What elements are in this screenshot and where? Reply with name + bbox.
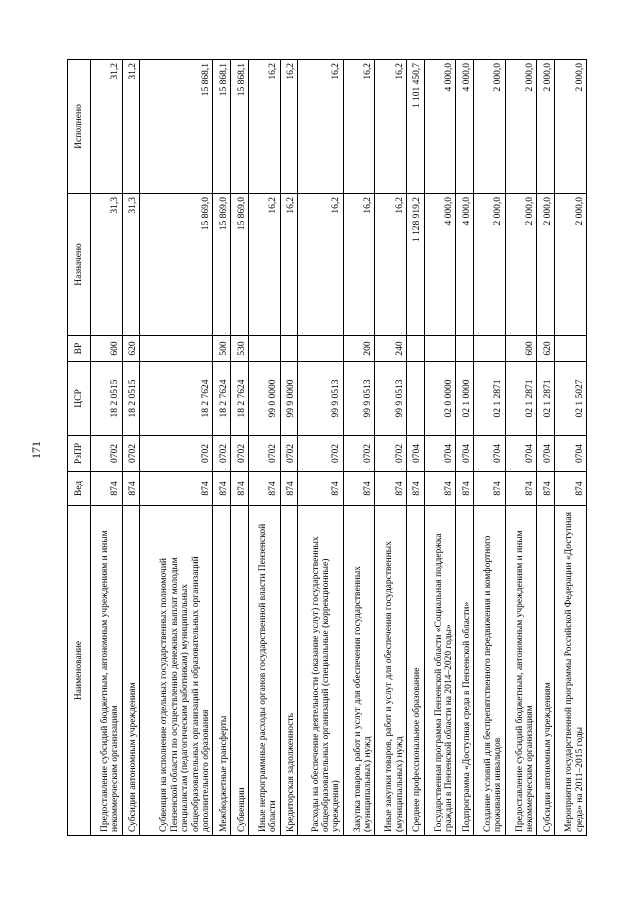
cell-vr	[280, 336, 298, 362]
cell-vr	[407, 336, 425, 362]
cell-vr: 500	[213, 336, 231, 362]
cell-csr	[407, 362, 425, 436]
cell-ved: 874	[474, 472, 506, 506]
table-row	[298, 60, 343, 836]
cell-vr: 620	[122, 336, 140, 362]
cell-vr	[555, 336, 587, 362]
cell-vr: 240	[375, 336, 407, 362]
cell-name: Субсидии автономным учреждениям	[537, 506, 555, 836]
cell-vr	[474, 336, 506, 362]
cell-executed: 2 000,0	[474, 60, 506, 194]
cell-ved: 874	[555, 472, 587, 506]
cell-assigned: 4 000,0	[456, 194, 474, 336]
cell-ved: 874	[249, 472, 281, 506]
table-header-row	[68, 60, 91, 836]
table-row	[231, 60, 249, 836]
table-row	[555, 60, 587, 836]
table-row	[249, 60, 281, 836]
cell-csr: 99 0 0000	[249, 362, 281, 436]
cell-csr: 18 2 7624	[231, 362, 249, 436]
cell-ved: 874	[231, 472, 249, 506]
cell-csr: 02 1 2871	[474, 362, 506, 436]
cell-rzpr: 0702	[249, 436, 281, 472]
cell-assigned: 15 869,0	[231, 194, 249, 336]
header-ved: Вед	[68, 472, 91, 506]
cell-rzpr: 0704	[474, 436, 506, 472]
cell-rzpr: 0702	[280, 436, 298, 472]
cell-vr: 200	[343, 336, 375, 362]
cell-name: Закупка товаров, работ и услуг для обеспечения государственных (муниципальных) нужд	[343, 506, 375, 836]
cell-rzpr: 0702	[91, 436, 123, 472]
cell-executed: 16,2	[375, 60, 407, 194]
cell-assigned: 31,3	[122, 194, 140, 336]
cell-rzpr: 0702	[343, 436, 375, 472]
cell-name: Субвенции	[231, 506, 249, 836]
cell-ved: 874	[213, 472, 231, 506]
cell-rzpr: 0704	[407, 436, 425, 472]
cell-ved: 874	[122, 472, 140, 506]
budget-table	[67, 59, 587, 836]
cell-executed: 16,2	[298, 60, 343, 194]
cell-executed: 4 000,0	[456, 60, 474, 194]
cell-name: Предоставление субсидий бюджетным, автономным учреждениям и иным некоммерческим организациям	[505, 506, 537, 836]
cell-ved: 874	[375, 472, 407, 506]
cell-executed: 16,2	[343, 60, 375, 194]
table-row	[456, 60, 474, 836]
cell-assigned: 16,2	[343, 194, 375, 336]
table-row	[537, 60, 555, 836]
cell-rzpr: 0702	[298, 436, 343, 472]
page-number: 171	[29, 441, 43, 459]
cell-csr: 99 9 0513	[375, 362, 407, 436]
cell-ved: 874	[140, 472, 213, 506]
cell-ved: 874	[424, 472, 456, 506]
cell-name: Подпрограмма «Доступная среда в Пензенской области»	[456, 506, 474, 836]
cell-assigned: 2 000,0	[505, 194, 537, 336]
cell-executed: 2 000,0	[555, 60, 587, 194]
cell-ved: 874	[91, 472, 123, 506]
cell-executed: 31,2	[91, 60, 123, 194]
cell-csr: 18 2 7624	[213, 362, 231, 436]
cell-rzpr: 0704	[537, 436, 555, 472]
cell-vr	[298, 336, 343, 362]
table-row	[474, 60, 506, 836]
header-csr: ЦСР	[68, 362, 91, 436]
cell-ved: 874	[343, 472, 375, 506]
cell-rzpr: 0702	[375, 436, 407, 472]
cell-vr: 600	[505, 336, 537, 362]
cell-assigned: 15 869,0	[140, 194, 213, 336]
cell-assigned: 2 000,0	[474, 194, 506, 336]
cell-assigned: 16,2	[298, 194, 343, 336]
cell-executed: 31,2	[122, 60, 140, 194]
table-row	[213, 60, 231, 836]
cell-vr	[249, 336, 281, 362]
cell-name: Субсидии автономным учреждениям	[122, 506, 140, 836]
cell-name: Кредиторская задолженность	[280, 506, 298, 836]
cell-vr: 600	[91, 336, 123, 362]
rotated-table-container	[67, 60, 587, 836]
cell-csr: 18 2 7624	[140, 362, 213, 436]
cell-name: Предоставление субсидий бюджетным, автономным учреждениям и иным некоммерческим организациям	[91, 506, 123, 836]
cell-ved: 874	[280, 472, 298, 506]
header-rzpr: РзПР	[68, 436, 91, 472]
cell-vr	[424, 336, 456, 362]
header-executed: Исполнено	[68, 60, 91, 194]
header-assigned: Назначено	[68, 194, 91, 336]
cell-name: Субвенция на исполнение отдельных государственных полномочий Пензенской области по осуществлению денежных выплат молодым специалистам (педагогическим работникам) муниципальных общеобразовательных организаций и образовательных организаций дополнительного образования	[140, 506, 213, 836]
cell-name: Среднее профессиональное образование	[407, 506, 425, 836]
cell-assigned: 16,2	[249, 194, 281, 336]
cell-assigned: 31,3	[91, 194, 123, 336]
cell-vr	[140, 336, 213, 362]
header-name: Наименование	[68, 506, 91, 836]
cell-name: Межбюджетные трансферты	[213, 506, 231, 836]
cell-assigned: 4 000,0	[424, 194, 456, 336]
cell-executed: 4 000,0	[424, 60, 456, 194]
cell-assigned: 16,2	[375, 194, 407, 336]
table-row	[122, 60, 140, 836]
cell-executed: 16,2	[280, 60, 298, 194]
cell-assigned: 1 128 919,2	[407, 194, 425, 336]
cell-rzpr: 0704	[424, 436, 456, 472]
cell-rzpr: 0704	[456, 436, 474, 472]
cell-executed: 15 868,1	[231, 60, 249, 194]
cell-ved: 874	[298, 472, 343, 506]
cell-csr: 18 2 0515	[91, 362, 123, 436]
cell-executed: 1 101 450,7	[407, 60, 425, 194]
cell-ved: 874	[537, 472, 555, 506]
cell-csr: 02 0 0000	[424, 362, 456, 436]
cell-executed: 15 868,1	[140, 60, 213, 194]
cell-rzpr: 0702	[231, 436, 249, 472]
cell-csr: 99 9 0513	[298, 362, 343, 436]
cell-name: Мероприятия государственной программы Российской Федерации «Доступная среда» на 2011–2015 годы	[555, 506, 587, 836]
cell-rzpr: 0702	[122, 436, 140, 472]
cell-assigned: 2 000,0	[555, 194, 587, 336]
cell-ved: 874	[456, 472, 474, 506]
table-row	[375, 60, 407, 836]
cell-assigned: 16,2	[280, 194, 298, 336]
cell-executed: 15 868,1	[213, 60, 231, 194]
cell-ved: 874	[407, 472, 425, 506]
cell-executed: 16,2	[249, 60, 281, 194]
cell-vr	[456, 336, 474, 362]
cell-name: Государственная программа Пензенской области «Социальная поддержка граждан в Пензенской области на 2014–2020 годы»	[424, 506, 456, 836]
table-row	[505, 60, 537, 836]
cell-name: Иные непрограммные расходы органов государственной власти Пензенской области	[249, 506, 281, 836]
cell-csr: 02 1 2871	[505, 362, 537, 436]
cell-assigned: 15 869,0	[213, 194, 231, 336]
cell-rzpr: 0702	[213, 436, 231, 472]
cell-rzpr: 0702	[140, 436, 213, 472]
cell-csr: 02 1 2871	[537, 362, 555, 436]
cell-executed: 2 000,0	[505, 60, 537, 194]
table-row	[280, 60, 298, 836]
table-row	[140, 60, 213, 836]
cell-csr: 02 1 5027	[555, 362, 587, 436]
cell-rzpr: 0704	[555, 436, 587, 472]
cell-csr: 99 9 0513	[343, 362, 375, 436]
cell-name: Расходы на обеспечение деятельности (оказание услуг) государственных общеобразовательных организаций (специальные (коррекционные) учреждения)	[298, 506, 343, 836]
cell-vr: 530	[231, 336, 249, 362]
cell-csr: 02 1 0000	[456, 362, 474, 436]
cell-assigned: 2 000,0	[537, 194, 555, 336]
cell-rzpr: 0704	[505, 436, 537, 472]
table-row	[424, 60, 456, 836]
table-row	[343, 60, 375, 836]
table-row	[91, 60, 123, 836]
cell-csr: 99 9 0000	[280, 362, 298, 436]
cell-name: Иные закупки товаров, работ и услуг для обеспечения государственных (муниципальных) нужд	[375, 506, 407, 836]
cell-executed: 2 000,0	[537, 60, 555, 194]
cell-vr: 620	[537, 336, 555, 362]
cell-csr: 18 2 0515	[122, 362, 140, 436]
cell-ved: 874	[505, 472, 537, 506]
header-vr: ВР	[68, 336, 91, 362]
table-row	[407, 60, 425, 836]
cell-name: Создание условий для беспрепятственного передвижения и комфортного проживания инвалидов	[474, 506, 506, 836]
